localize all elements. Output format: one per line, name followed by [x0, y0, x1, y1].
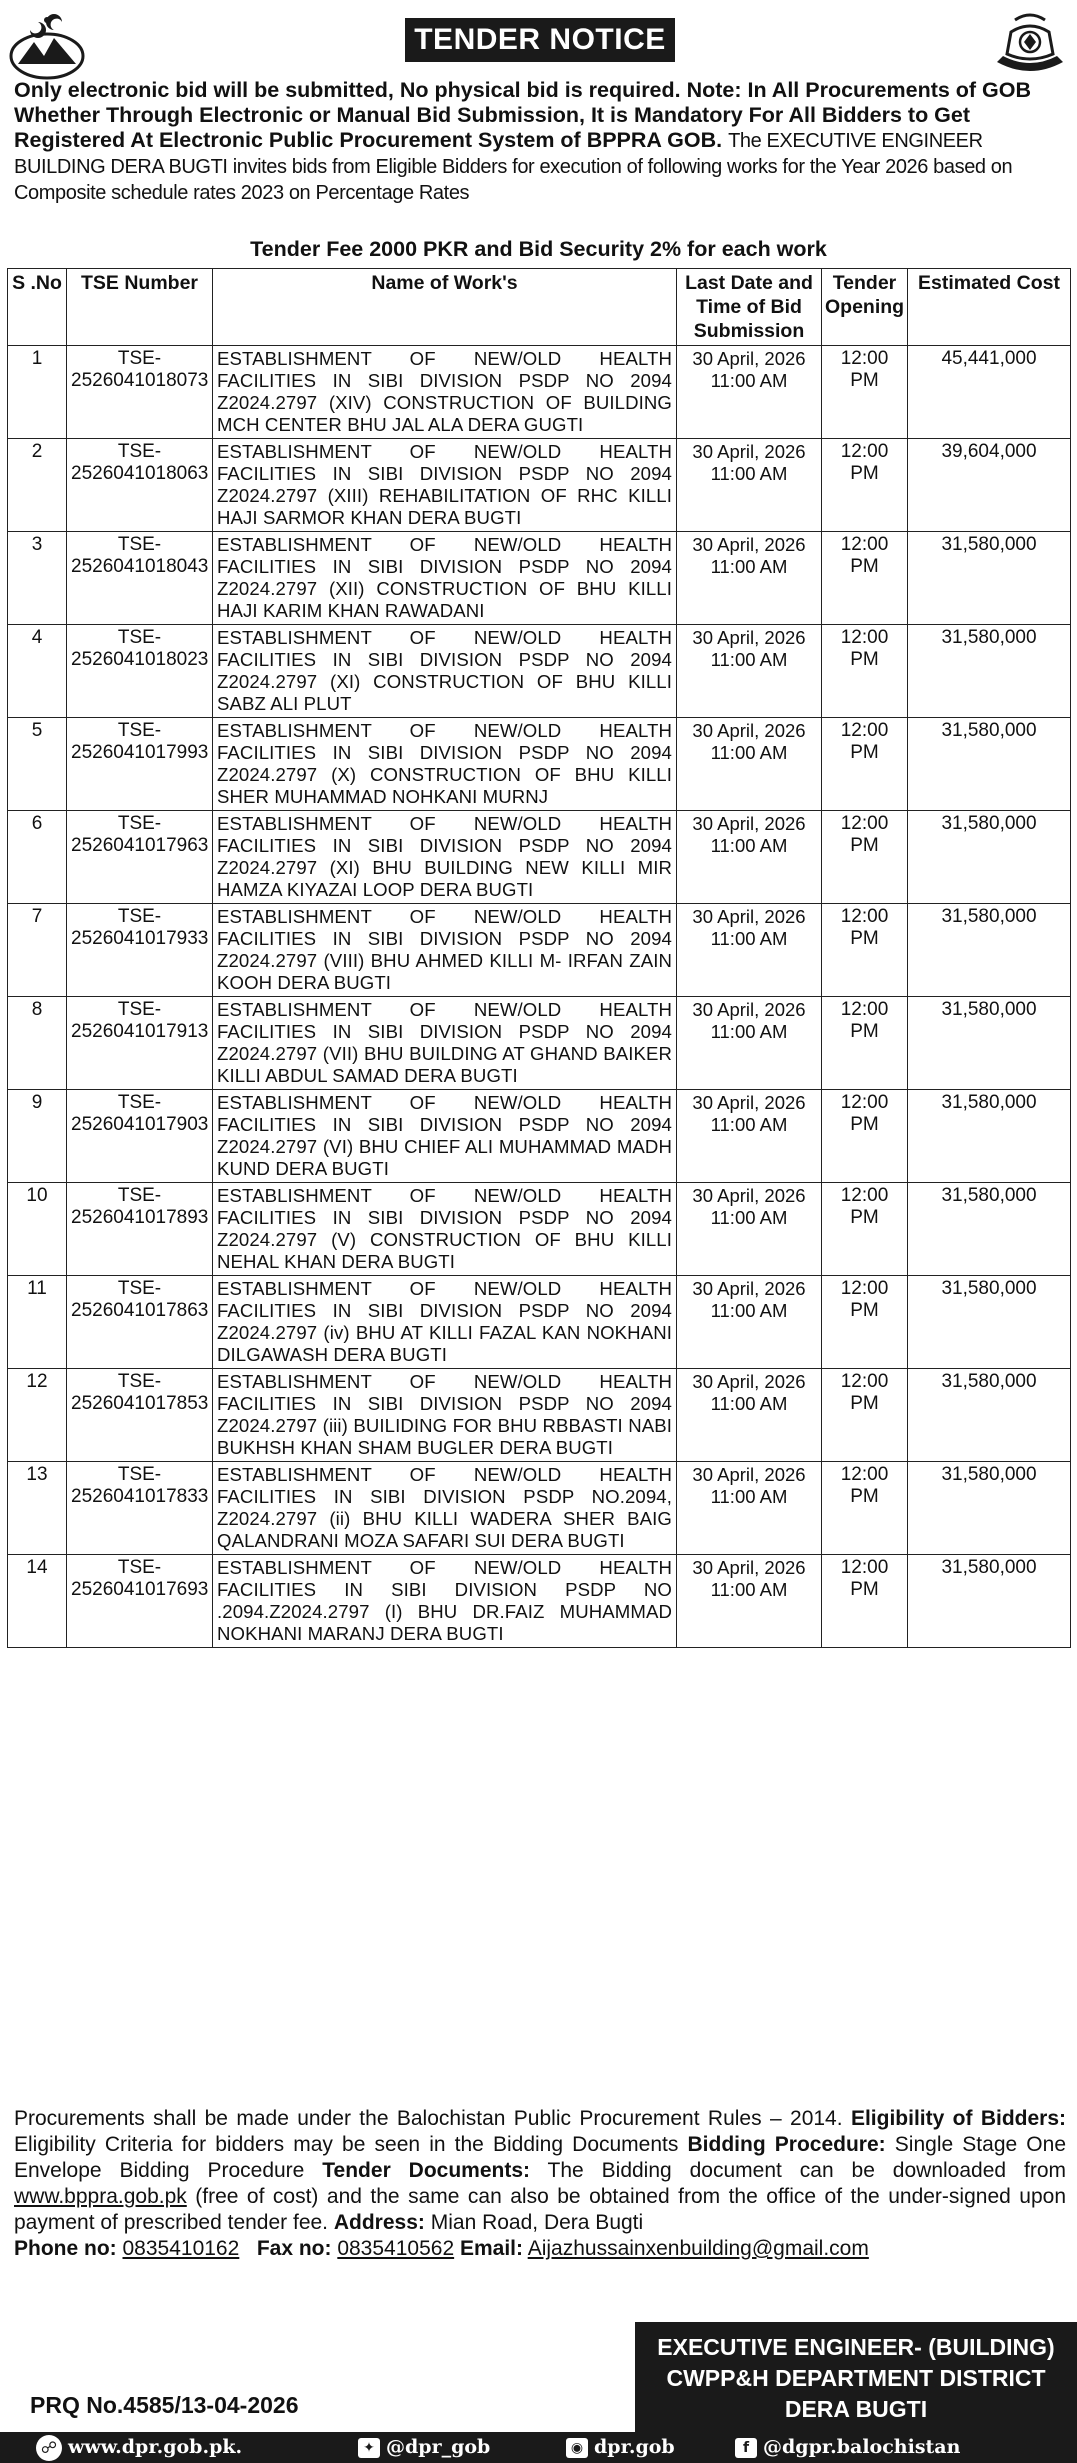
cell-tender-opening: 12:00 PM: [822, 625, 908, 718]
header-work: Name of Work's: [213, 269, 677, 346]
table-row: [8, 1369, 1071, 1462]
cell-submission-date-time: 11:00 AM: [710, 1579, 788, 1600]
cell-tse-number: TSE-2526041017893: [67, 1183, 213, 1276]
tender-table: [7, 268, 1071, 1648]
table-row: [8, 625, 1071, 718]
cell-submission-date: [677, 1183, 822, 1276]
cell-tender-opening: 12:00 PM: [822, 1462, 908, 1555]
cell-sno: 6: [8, 811, 67, 904]
table-row: [8, 811, 1071, 904]
cell-tse-number: TSE-2526041018073: [67, 346, 213, 439]
cell-estimated-cost: 31,580,000: [908, 532, 1071, 625]
cell-estimated-cost: 31,580,000: [908, 1183, 1071, 1276]
eligibility-text: Eligibility Criteria for bidders may be seen in the Bidding Documents: [14, 2133, 679, 2156]
table-row: [8, 718, 1071, 811]
header-opening: Tender Opening: [822, 269, 908, 346]
address-label: Address:: [333, 2211, 425, 2234]
header-tse: TSE Number: [67, 269, 213, 346]
cell-submission-date-date: 30 April, 2026: [692, 627, 806, 648]
cell-submission-date-time: 11:00 AM: [710, 463, 788, 484]
cell-estimated-cost: 31,580,000: [908, 625, 1071, 718]
cell-sno: 3: [8, 532, 67, 625]
table-row: [8, 532, 1071, 625]
signature-block: [635, 2322, 1077, 2432]
cell-work-name: ESTABLISHMENT OF NEW/OLD HEALTH FACILITIES IN SIBI DIVISION PSDP NO 2094 Z2024.2797 (iii) BUILIDING FOR BHU RBBASTI NABI BUKHSH KHAN SHAM BUGLER DERA BUGTI: [213, 1369, 677, 1462]
cell-submission-date-time: 11:00 AM: [710, 1021, 788, 1042]
cell-sno: 1: [8, 346, 67, 439]
procedure-text: Single Stage One Envelope Bidding Procedure: [14, 2133, 1066, 2182]
cell-submission-date-date: 30 April, 2026: [692, 1557, 806, 1578]
cell-sno: 13: [8, 1462, 67, 1555]
cell-submission-date-time: 11:00 AM: [710, 1393, 788, 1414]
cell-work-name: ESTABLISHMENT OF NEW/OLD HEALTH FACILITIES IN SIBI DIVISION PSDP NO .2094.Z2024.2797 (I) BHU DR.FAIZ MUHAMMAD NOKHANI MARANJ DERA BUGTI: [213, 1555, 677, 1648]
cell-submission-date-date: 30 April, 2026: [692, 1092, 806, 1113]
cell-work-name: ESTABLISHMENT OF NEW/OLD HEALTH FACILITIES IN SIBI DIVISION PSDP NO 2094 Z2024.2797 (V) CONSTRUCTION OF BHU KILLI NEHAL KHAN DERA BUGTI: [213, 1183, 677, 1276]
cell-tender-opening: 12:00 PM: [822, 1369, 908, 1462]
facebook-icon: f: [735, 2438, 757, 2458]
cell-submission-date-date: 30 April, 2026: [692, 441, 806, 462]
cell-sno: 10: [8, 1183, 67, 1276]
table-row: [8, 997, 1071, 1090]
table-row: [8, 1183, 1071, 1276]
table-row: [8, 904, 1071, 997]
cell-submission-date-time: 11:00 AM: [710, 1114, 788, 1135]
phone-label: Phone no:: [14, 2237, 117, 2260]
cell-estimated-cost: 31,580,000: [908, 1276, 1071, 1369]
cell-estimated-cost: 45,441,000: [908, 346, 1071, 439]
cell-submission-date-date: 30 April, 2026: [692, 813, 806, 834]
cell-sno: 9: [8, 1090, 67, 1183]
table-body: [8, 346, 1071, 1648]
tender-fee-line: Tender Fee 2000 PKR and Bid Security 2% for each work: [250, 237, 827, 261]
government-seal-icon: [991, 10, 1069, 80]
website-item[interactable]: [36, 2432, 242, 2463]
cell-submission-date-time: 11:00 AM: [710, 1486, 788, 1507]
cell-tse-number: TSE-2526041017903: [67, 1090, 213, 1183]
cell-tender-opening: 12:00 PM: [822, 811, 908, 904]
cell-submission-date-time: 11:00 AM: [710, 835, 788, 856]
documents-label: Tender Documents:: [322, 2159, 530, 2182]
cell-submission-date-date: 30 April, 2026: [692, 906, 806, 927]
cell-estimated-cost: 31,580,000: [908, 904, 1071, 997]
cell-estimated-cost: 31,580,000: [908, 1369, 1071, 1462]
instagram-text: dpr.gob: [594, 2436, 675, 2458]
cell-sno: 2: [8, 439, 67, 532]
cell-submission-date-date: 30 April, 2026: [692, 348, 806, 369]
cell-tse-number: TSE-2526041017833: [67, 1462, 213, 1555]
cell-submission-date-date: 30 April, 2026: [692, 1371, 806, 1392]
cell-submission-date: [677, 904, 822, 997]
cell-work-name: ESTABLISHMENT OF NEW/OLD HEALTH FACILITIES IN SIBI DIVISION PSDP NO 2094 Z2024.2797 (VII) BHU BUILDING AT GHAND BAIKER KILLI ABDUL SAMAD DERA BUGTI: [213, 997, 677, 1090]
globe-icon: ☍: [36, 2435, 62, 2461]
cell-submission-date-time: 11:00 AM: [710, 928, 788, 949]
cell-tse-number: TSE-2526041017933: [67, 904, 213, 997]
cell-tender-opening: 12:00 PM: [822, 346, 908, 439]
address-text: Mian Road, Dera Bugti: [430, 2211, 644, 2234]
instagram-icon: ◉: [566, 2438, 588, 2458]
footer-terms: [14, 2106, 1066, 2262]
cell-tender-opening: 12:00 PM: [822, 1183, 908, 1276]
instagram-item[interactable]: [566, 2432, 675, 2463]
documents-text-b: (free of cost) and the same can also be obtained from the office of the under-signed upon payment of prescribed tender fee.: [14, 2185, 1066, 2234]
cell-tse-number: TSE-2526041018023: [67, 625, 213, 718]
cell-sno: 7: [8, 904, 67, 997]
cell-tse-number: TSE-2526041018063: [67, 439, 213, 532]
prq-number: PRQ No.4585/13-04-2026: [30, 2392, 299, 2418]
cell-sno: 8: [8, 997, 67, 1090]
intro-paragraph: [14, 78, 1064, 206]
cell-estimated-cost: 31,580,000: [908, 1090, 1071, 1183]
cell-sno: 4: [8, 625, 67, 718]
balochistan-logo-icon: [8, 12, 86, 82]
cell-sno: 14: [8, 1555, 67, 1648]
cell-work-name: ESTABLISHMENT OF NEW/OLD HEALTH FACILITIES IN SIBI DIVISION PSDP NO 2094 Z2024.2797 (VIII) BHU AHMED KILLI M- IRFAN ZAIN KOOH DERA BUGTI: [213, 904, 677, 997]
cell-submission-date: [677, 1090, 822, 1183]
cell-tender-opening: 12:00 PM: [822, 904, 908, 997]
cell-work-name: ESTABLISHMENT OF NEW/OLD HEALTH FACILITIES IN SIBI DIVISION PSDP NO 2094 Z2024.2797 (XII) CONSTRUCTION OF BHU KILLI HAJI KARIM KHAN RAWADANI: [213, 532, 677, 625]
cell-submission-date: [677, 532, 822, 625]
website-text: www.dpr.gob.pk.: [68, 2436, 243, 2458]
intro-bold-text: Only electronic bid will be submitted, No physical bid is required. Note: In All Procurements of GOB Whether Through Electronic or Manual Bid Submission, It is Mandatory For All Bidders to Get Registered At Electronic Public Procurement System of BPPRA GOB.: [14, 78, 1032, 152]
cell-tender-opening: 12:00 PM: [822, 439, 908, 532]
cell-submission-date: [677, 1462, 822, 1555]
bppra-link[interactable]: www.bppra.gob.pk: [14, 2185, 187, 2208]
procedure-label: Bidding Procedure:: [687, 2133, 886, 2156]
cell-sno: 12: [8, 1369, 67, 1462]
cell-sno: 5: [8, 718, 67, 811]
cell-estimated-cost: 39,604,000: [908, 439, 1071, 532]
cell-submission-date: [677, 1555, 822, 1648]
cell-tender-opening: 12:00 PM: [822, 997, 908, 1090]
tender-notice-title: TENDER NOTICE: [405, 18, 675, 62]
table-row: [8, 1090, 1071, 1183]
cell-submission-date-date: 30 April, 2026: [692, 720, 806, 741]
table-header-row: [8, 269, 1071, 346]
cell-work-name: ESTABLISHMENT OF NEW/OLD HEALTH FACILITIES IN SIBI DIVISION PSDP NO 2094 Z2024.2797 (X) CONSTRUCTION OF BHU KILLI SHER MUHAMMAD NOHKANI MURNJ: [213, 718, 677, 811]
cell-submission-date: [677, 997, 822, 1090]
cell-submission-date-date: 30 April, 2026: [692, 1185, 806, 1206]
cell-work-name: ESTABLISHMENT OF NEW/OLD HEALTH FACILITIES IN SIBI DIVISION PSDP NO 2094 Z2024.2797 (XIII) REHABILITATION OF RHC KILLI HAJI SARMOR KHAN DERA BUGTI: [213, 439, 677, 532]
cell-estimated-cost: 31,580,000: [908, 718, 1071, 811]
fax-label: Fax no:: [256, 2237, 332, 2260]
cell-submission-date: [677, 625, 822, 718]
social-footer-bar: [0, 2432, 1077, 2463]
cell-work-name: ESTABLISHMENT OF NEW/OLD HEALTH FACILITIES IN SIBI DIVISION PSDP NO 2094 Z2024.2797 (XI) CONSTRUCTION OF BHU KILLI SABZ ALI PLUT: [213, 625, 677, 718]
cell-submission-date: [677, 1276, 822, 1369]
twitter-item[interactable]: [358, 2432, 490, 2463]
cell-work-name: ESTABLISHMENT OF NEW/OLD HEALTH FACILITIES IN SIBI DIVISION PSDP NO 2094 Z2024.2797 (iv) BHU AT KILLI FAZAL KAN NOKHANI DILGAWASH DERA BUGTI: [213, 1276, 677, 1369]
table-row: [8, 346, 1071, 439]
cell-submission-date-time: 11:00 AM: [710, 1300, 788, 1321]
email-label: Email:: [459, 2237, 523, 2260]
table-row: [8, 1462, 1071, 1555]
cell-submission-date: [677, 1369, 822, 1462]
table-row: [8, 439, 1071, 532]
cell-work-name: ESTABLISHMENT OF NEW/OLD HEALTH FACILITIES IN SIBI DIVISION PSDP NO.2094, Z2024.2797 (ii) BHU KILLI WADERA SHER BAIG QALANDRANI MOZA SAFARI SUI DERA BUGTI: [213, 1462, 677, 1555]
table-row: [8, 1276, 1071, 1369]
cell-submission-date-date: 30 April, 2026: [692, 534, 806, 555]
twitter-icon: ✦: [358, 2438, 380, 2458]
table-row: [8, 1555, 1071, 1648]
twitter-text: @dpr_gob: [386, 2436, 491, 2458]
cell-tender-opening: 12:00 PM: [822, 1555, 908, 1648]
cell-submission-date: [677, 439, 822, 532]
fax-number[interactable]: 0835410562: [337, 2237, 455, 2260]
cell-submission-date-date: 30 April, 2026: [692, 1278, 806, 1299]
cell-work-name: ESTABLISHMENT OF NEW/OLD HEALTH FACILITIES IN SIBI DIVISION PSDP NO 2094 Z2024.2797 (VI) BHU CHIEF ALI MUHAMMAD MADH KUND DERA BUGTI: [213, 1090, 677, 1183]
email-link[interactable]: Aijazhussainxenbuilding@gmail.com: [527, 2237, 869, 2260]
header-date: Last Date and Time of Bid Submission: [677, 269, 822, 346]
cell-submission-date-date: 30 April, 2026: [692, 999, 806, 1020]
cell-work-name: ESTABLISHMENT OF NEW/OLD HEALTH FACILITIES IN SIBI DIVISION PSDP NO 2094 Z2024.2797 (XI) BHU BUILDING NEW KILLI MIR HAMZA KIYAZAI LOOP DERA BUGTI: [213, 811, 677, 904]
cell-estimated-cost: 31,580,000: [908, 1555, 1071, 1648]
cell-tse-number: TSE-2526041017993: [67, 718, 213, 811]
cell-tse-number: TSE-2526041017863: [67, 1276, 213, 1369]
cell-tender-opening: 12:00 PM: [822, 718, 908, 811]
header-cost: Estimated Cost: [908, 269, 1071, 346]
cell-estimated-cost: 31,580,000: [908, 1462, 1071, 1555]
phone-number[interactable]: 0835410162: [122, 2237, 240, 2260]
cell-tender-opening: 12:00 PM: [822, 1276, 908, 1369]
cell-submission-date-time: 11:00 AM: [710, 649, 788, 670]
cell-submission-date: [677, 811, 822, 904]
eligibility-label: Eligibility of Bidders:: [850, 2107, 1066, 2130]
signature-line-3: DERA BUGTI: [784, 2396, 928, 2422]
signature-line-2: CWPP&H DEPARTMENT DISTRICT: [666, 2365, 1046, 2391]
intro-regular-text: The EXECUTIVE ENGINEER BUILDING DERA BUGTI invites bids from Eligible Bidders for execution of following works for the Year 2026 based on Composite schedule rates 2023 on Percentage Rates: [14, 130, 1013, 204]
cell-submission-date-time: 11:00 AM: [710, 556, 788, 577]
cell-submission-date-time: 11:00 AM: [710, 1207, 788, 1228]
cell-tse-number: TSE-2526041017853: [67, 1369, 213, 1462]
cell-tse-number: TSE-2526041017913: [67, 997, 213, 1090]
cell-submission-date: [677, 718, 822, 811]
documents-text-a: The Bidding document can be downloaded from: [547, 2159, 1066, 2182]
cell-tse-number: TSE-2526041017963: [67, 811, 213, 904]
cell-tender-opening: 12:00 PM: [822, 532, 908, 625]
cell-work-name: ESTABLISHMENT OF NEW/OLD HEALTH FACILITIES IN SIBI DIVISION PSDP NO 2094 Z2024.2797 (XIV) CONSTRUCTION OF BUILDING MCH CENTER BHU JAL ALA DERA GUGTI: [213, 346, 677, 439]
facebook-item[interactable]: [735, 2432, 960, 2463]
cell-tse-number: TSE-2526041018043: [67, 532, 213, 625]
cell-tse-number: TSE-2526041017693: [67, 1555, 213, 1648]
cell-submission-date-time: 11:00 AM: [710, 370, 788, 391]
facebook-text: @dgpr.balochistan: [763, 2436, 961, 2458]
procurement-rules-text: Procurements shall be made under the Balochistan Public Procurement Rules – 2014.: [14, 2107, 843, 2130]
cell-estimated-cost: 31,580,000: [908, 811, 1071, 904]
cell-estimated-cost: 31,580,000: [908, 997, 1071, 1090]
cell-tender-opening: 12:00 PM: [822, 1090, 908, 1183]
cell-submission-date: [677, 346, 822, 439]
cell-submission-date-date: 30 April, 2026: [692, 1464, 806, 1485]
cell-sno: 11: [8, 1276, 67, 1369]
cell-submission-date-time: 11:00 AM: [710, 742, 788, 763]
header-sno: S .No: [8, 269, 67, 346]
signature-line-1: EXECUTIVE ENGINEER- (BUILDING): [657, 2334, 1055, 2360]
